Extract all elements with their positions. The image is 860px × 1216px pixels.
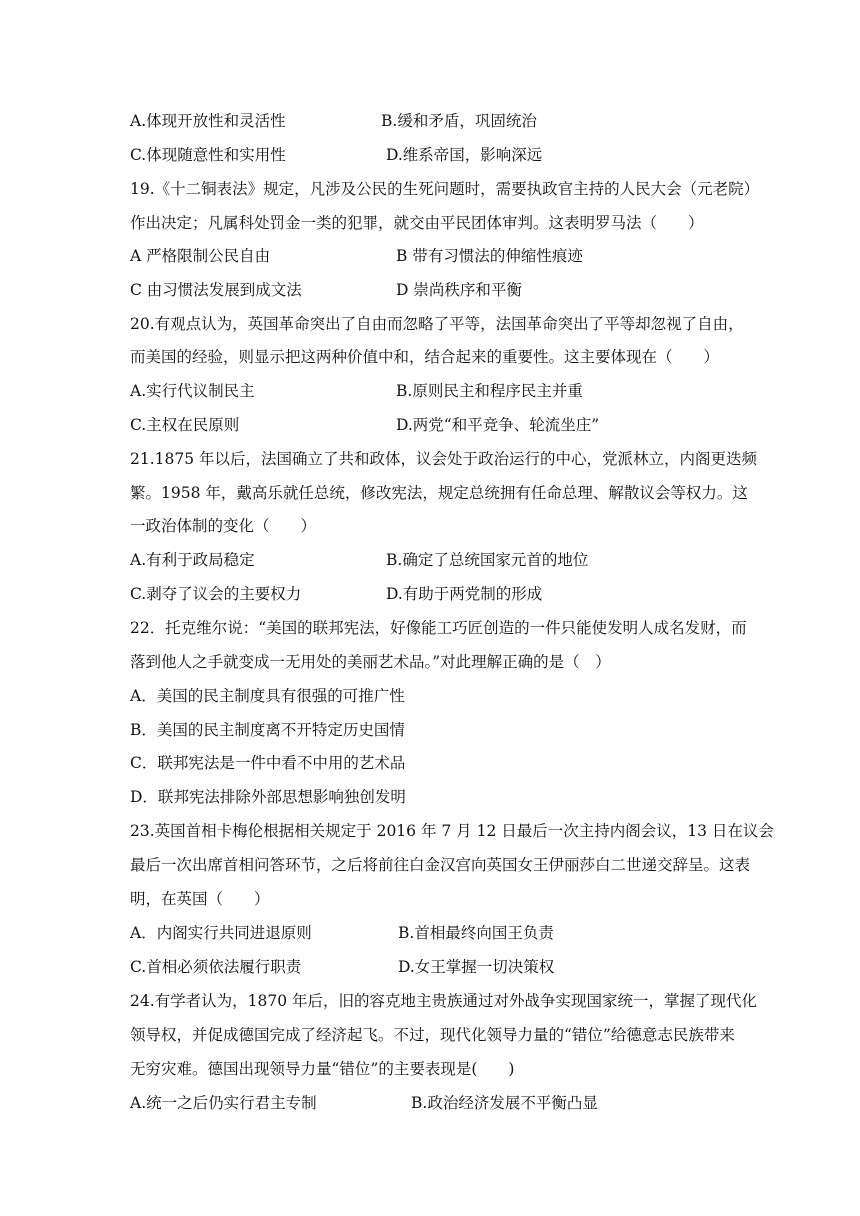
q21-option-d: D.有助于两党制的形成 [386, 585, 543, 603]
q18-option-a: A.体现开放性和灵活性 [130, 112, 286, 130]
q18-option-b: B.缓和矛盾，巩固统治 [381, 112, 537, 130]
q23-stem-line-1: 23.英国首相卡梅伦根据相关规定于 2016 年 7 月 12 日最后一次主持内阁会议，13 日在议会 [130, 822, 774, 840]
q21-option-a: A.有利于政局稳定 [130, 551, 255, 569]
q19-option-c: C 由习惯法发展到成文法 [130, 281, 302, 299]
q19-option-d: D 崇尚秩序和平衡 [396, 281, 522, 299]
q24-stem-line-3: 无穷灾难。德国出现领导力量“错位”的主要表现是( ) [130, 1060, 515, 1078]
q22-option-c: C．联邦宪法是一件中看不中用的艺术品 [130, 754, 406, 772]
q24-stem-line-1: 24.有学者认为，1870 年后，旧的容克地主贵族通过对外战争实现国家统一，掌握了现代化 [130, 992, 758, 1010]
q22-stem-line-2: 落到他人之手就变成一无用处的美丽艺术品。”对此理解正确的是（ ） [130, 653, 611, 671]
q22-option-b: B．美国的民主制度离不开特定历史国情 [130, 721, 405, 739]
q23-stem-line-2: 最后一次出席首相问答环节，之后将前往白金汉宫向英国女王伊丽莎白二世递交辞呈。这表 [130, 856, 751, 874]
q20-option-a: A.实行代议制民主 [130, 382, 255, 400]
q23-option-d: D.女王掌握一切决策权 [398, 958, 555, 976]
q23-stem-line-3: 明，在英国（ ） [130, 890, 270, 908]
q22-option-a: A．美国的民主制度具有很强的可推广性 [130, 687, 405, 705]
q20-option-d: D.两党“和平竞争、轮流坐庄” [396, 416, 600, 434]
q20-option-b: B.原则民主和程序民主并重 [396, 382, 583, 400]
q21-option-b: B.确定了总统国家元首的地位 [386, 551, 589, 569]
q22-option-d: D．联邦宪法排除外部思想影响独创发明 [130, 788, 406, 806]
q20-stem-line-1: 20.有观点认为，英国革命突出了自由而忽略了平等，法国革命突出了平等却忽视了自由， [130, 315, 744, 333]
q20-option-c: C.主权在民原则 [130, 416, 240, 434]
q24-stem-line-2: 领导权，并促成德国完成了经济起飞。不过，现代化领导力量的“错位”给德意志民族带来 [130, 1026, 735, 1044]
q21-stem-line-3: 一政治体制的变化（ ） [130, 517, 317, 535]
q18-option-c: C.体现随意性和实用性 [130, 146, 286, 164]
q23-option-c: C.首相必须依法履行职责 [130, 958, 302, 976]
q23-option-b: B.首相最终向国王负责 [398, 924, 554, 942]
q24-option-b: B.政治经济发展不平衡凸显 [411, 1094, 598, 1112]
q24-option-a: A.统一之后仍实行君主专制 [130, 1094, 317, 1112]
q18-option-d: D.维系帝国，影响深远 [386, 146, 543, 164]
q19-option-b: B 带有习惯法的伸缩性痕迹 [396, 247, 583, 265]
q22-stem-line-1: 22．托克维尔说：“美国的联邦宪法，好像能工巧匠创造的一件只能使发明人成名发财，而 [130, 619, 747, 637]
q19-stem-line-2: 作出决定；凡属科处罚金一类的犯罪，就交由平民团体审判。这表明罗马法（ ） [130, 214, 704, 232]
q23-option-a: A．内阁实行共同进退原则 [130, 924, 312, 942]
q21-stem-line-2: 繁。1958 年，戴高乐就任总统，修改宪法，规定总统拥有任命总理、解散议会等权力。这 [130, 484, 748, 502]
q20-stem-line-2: 而美国的经验，则显示把这两种价值中和，结合起来的重要性。这主要体现在（ ） [130, 348, 720, 366]
q19-option-a: A 严格限制公民自由 [130, 247, 271, 265]
q21-stem-line-1: 21.1875 年以后，法国确立了共和政体，议会处于政治运行的中心，党派林立，内阁更迭频 [130, 450, 758, 468]
q21-option-c: C.剥夺了议会的主要权力 [130, 585, 302, 603]
q19-stem-line-1: 19.《十二铜表法》规定，凡涉及公民的生死问题时，需要执政官主持的人民大会（元老院） [130, 180, 760, 198]
